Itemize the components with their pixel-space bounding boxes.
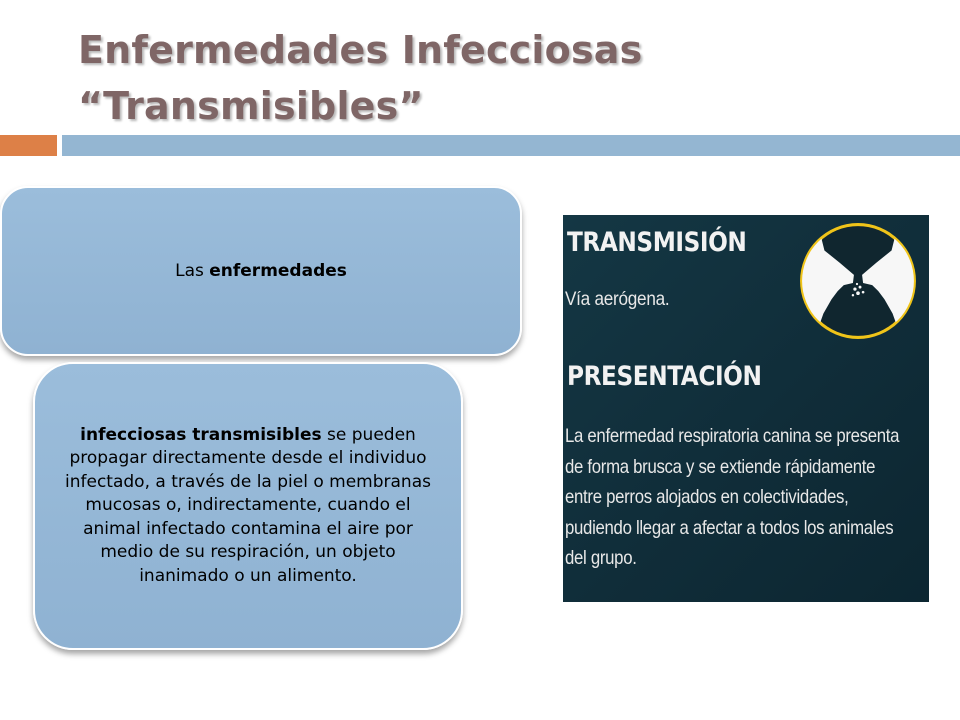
presentacion-line-3: entre perros alojados en colectividades, <box>565 486 849 508</box>
two-dogs-facing-icon <box>797 220 919 342</box>
heading-transmision: TRANSMISIÓN <box>567 227 747 258</box>
text-box-infecciosas-paragraph <box>61 424 435 589</box>
text-box-infecciosas-normal: se pueden propagar directamente desde el individuo infectado, a través de la piel o membranas mucosas o, indirectamente, cuando el animal infectado contamina el aire por medio de su respiración, un objeto inanimado o un alimento. <box>65 424 431 586</box>
presentacion-text <box>565 421 926 574</box>
text-box-enfermedades-normal: Las <box>175 261 210 281</box>
text-box-enfermedades <box>0 186 522 356</box>
presentacion-line-2: de forma brusca y se extiende rápidamente <box>565 455 876 478</box>
infographic-image <box>563 215 929 602</box>
accent-bar-blue <box>62 135 960 156</box>
slide-title-line-1: Enfermedades Infecciosas <box>78 28 643 72</box>
heading-presentacion: PRESENTACIÓN <box>567 361 762 392</box>
text-box-enfermedades-content <box>175 261 347 281</box>
text-box-infecciosas <box>33 362 463 650</box>
slide-title <box>78 22 938 134</box>
accent-bar-orange <box>0 135 57 156</box>
text-box-enfermedades-bold: enfermedades <box>209 261 347 281</box>
presentacion-line-5: del grupo. <box>565 547 637 569</box>
presentacion-line-4: pudiendo llegar a afectar a todos los animales <box>565 516 894 539</box>
slide-title-line-2: “Transmisibles” <box>78 84 424 128</box>
text-box-infecciosas-bold: infecciosas transmisibles <box>80 424 322 445</box>
presentacion-line-1: La enfermedad respiratoria canina se presenta <box>565 425 900 447</box>
transmision-text: Vía aerógena. <box>565 288 670 310</box>
